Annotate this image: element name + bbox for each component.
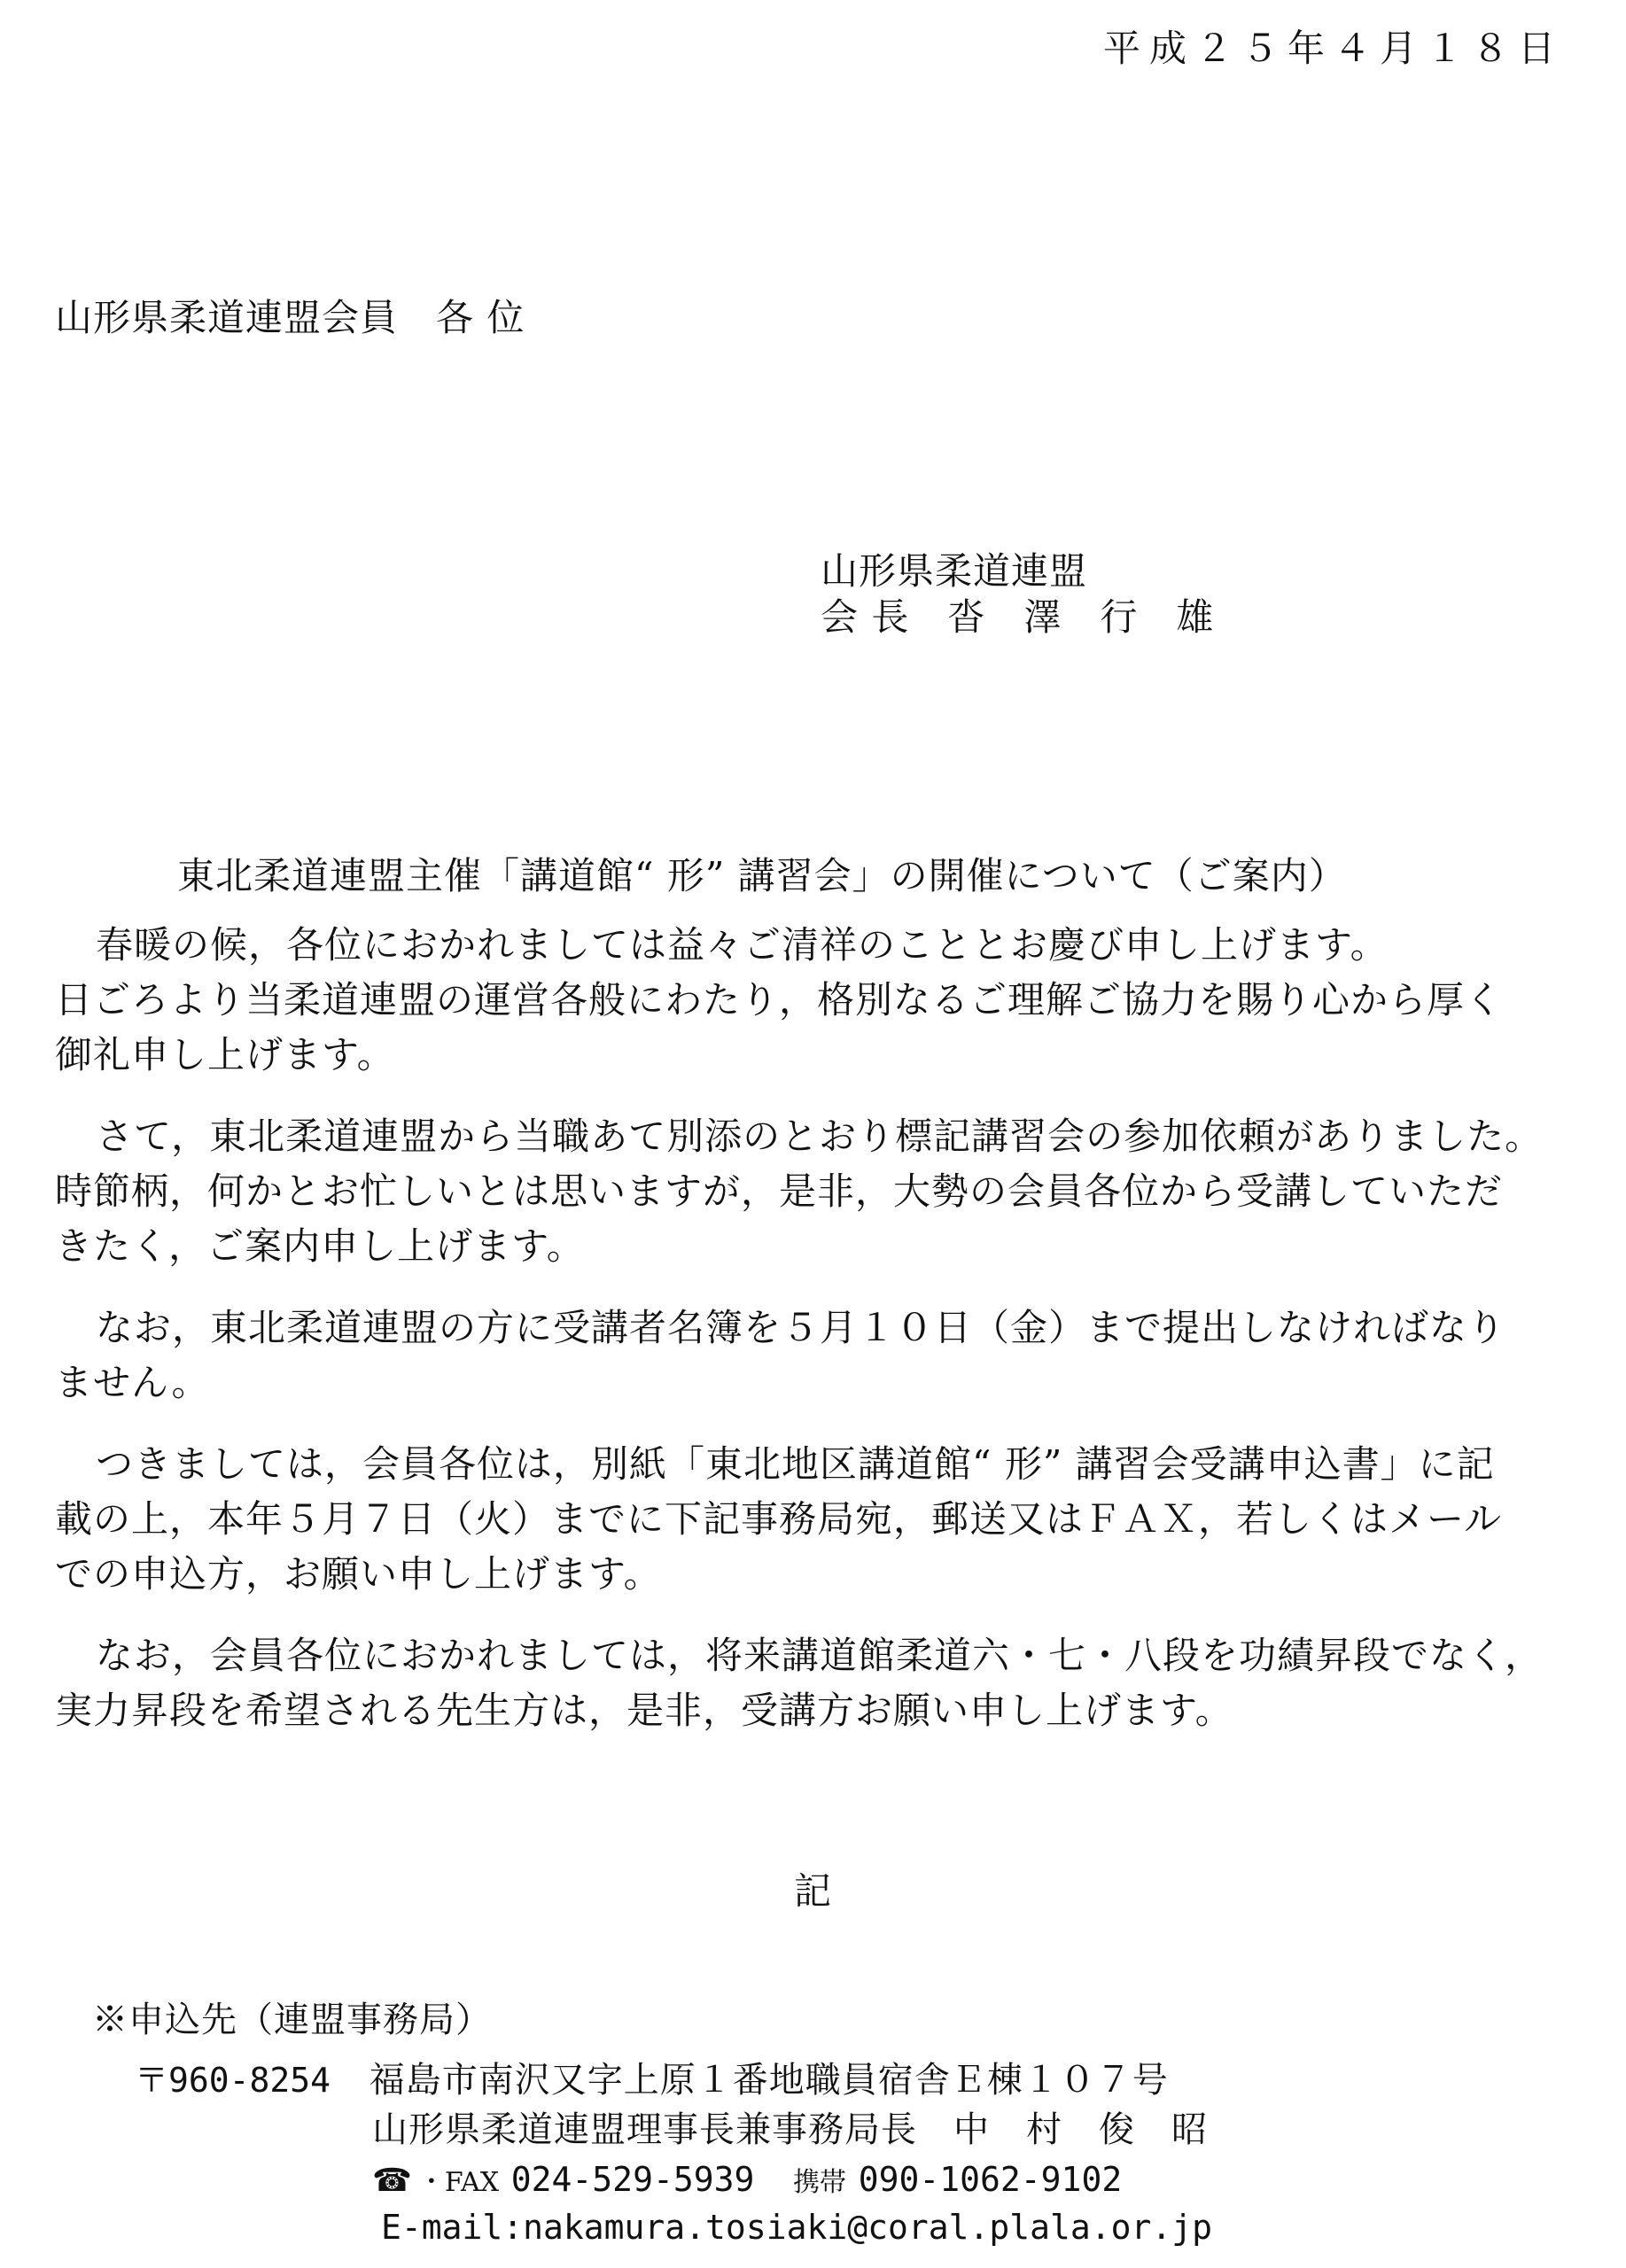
- body-line: なお，東北柔道連盟の方に受講者名簿を５月１０日（金）まで提出しなければなり: [96, 1306, 1506, 1349]
- body-line: 春暖の候，各位におかれましては益々ご清祥のこととお慶び申し上げます。: [96, 923, 1389, 967]
- contact-person: 山形県柔道連盟理事長兼事務局長 中 村 俊 昭: [372, 2109, 1208, 2150]
- sender-name: 会 長 沓 澤 行 雄: [821, 595, 1215, 639]
- body-line: さて，東北柔道連盟から当職あて別添のとおり標記講習会の参加依頼がありました。: [96, 1115, 1544, 1158]
- email-label: E-mail:: [381, 2208, 524, 2247]
- email-address[interactable]: nakamura.tosiaki@coral.plala.or.jp: [523, 2208, 1213, 2247]
- tel-fax-label: ・FAX: [417, 2167, 500, 2198]
- addressee: 山形県柔道連盟会員 各 位: [55, 296, 525, 339]
- postal-address: 福島市南沢又字上原１番地職員宿舎Ｅ棟１０７号: [369, 2060, 1169, 2101]
- contact-header: ※申込先（連盟事務局）: [92, 2000, 492, 2040]
- body-line: での申込方，お願い申し上げます。: [55, 1552, 662, 1596]
- ki-heading: 記: [793, 1869, 832, 1913]
- body-line: 御礼申し上げます。: [55, 1033, 395, 1076]
- document-title: 東北柔道連盟主催「講道館“ 形” 講習会」の開催について（ご案内）: [177, 854, 1347, 897]
- mobile-label: 携帯: [793, 2167, 847, 2198]
- mobile-number: 090-1062-9102: [858, 2160, 1123, 2199]
- body-line: ません。: [55, 1361, 210, 1404]
- postal-code: 〒960-8254: [135, 2061, 331, 2100]
- body-line: きたく，ご案内申し上げます。: [55, 1224, 585, 1268]
- body-line: 時節柄，何かとお忙しいとは思いますが，是非，大勢の会員各位から受講していただ: [55, 1169, 1504, 1213]
- tel-fax-number: 024-529-5939: [510, 2160, 755, 2199]
- contact-email-line: [381, 2210, 1212, 2245]
- body-line: 日ごろより当柔道連盟の運営各般にわたり，格別なるご理解ご協力を賜り心から厚く: [55, 978, 1504, 1021]
- body-line: つきましては，会員各位は，別紙「東北地区講道館“ 形” 講習会受講申込書」に記: [96, 1442, 1495, 1486]
- contact-phone-line: [372, 2162, 1122, 2197]
- sender-organization: 山形県柔道連盟: [821, 549, 1088, 593]
- body-line: 載の上，本年５月７日（火）までに下記事務局宛，郵送又はＦＡＸ，若しくはメール: [55, 1497, 1503, 1541]
- document-date: 平成２５年４月１８日: [1102, 27, 1564, 70]
- contact-address-line: [135, 2060, 1169, 2101]
- body-line: 実力昇段を希望される先生方は，是非，受講方お願い申し上げます。: [55, 1689, 1233, 1732]
- phone-icon: ☎: [372, 2163, 413, 2199]
- body-line: なお，会員各位におかれましては，将来講道館柔道六・七・八段を功績昇段でなく，: [96, 1634, 1544, 1677]
